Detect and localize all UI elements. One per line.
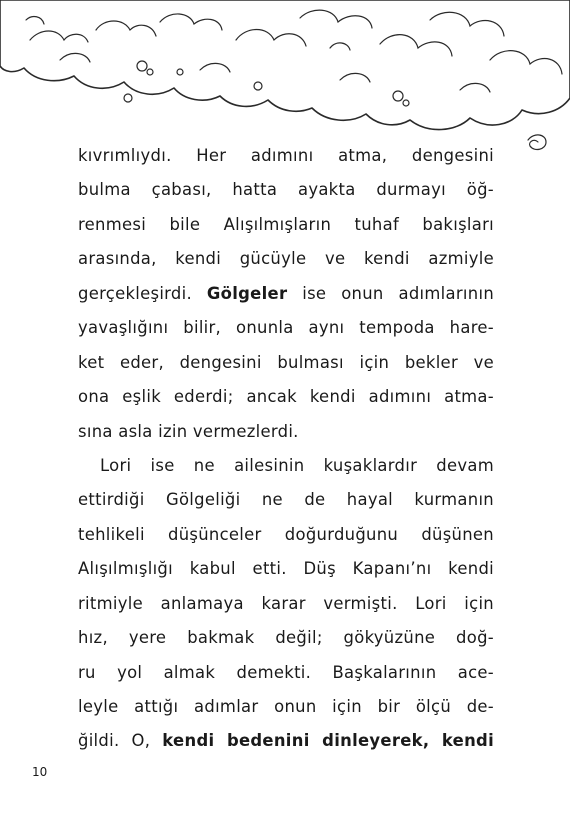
text-line: ona eşlik ederdi; ancak kendi adımını atma- — [78, 387, 494, 407]
text-line: bulma çabası, hatta ayakta durmayı öğ- — [78, 180, 494, 200]
text-line: sına asla izin vermezlerdi. — [78, 421, 299, 441]
text-segment: ğildi. O, — [78, 731, 163, 751]
text-line: hız, yere bakmak değil; gökyüzüne doğ- — [78, 628, 494, 648]
body-text — [78, 139, 494, 759]
text-line: ket eder, dengesini bulması için bekler ve — [78, 352, 494, 372]
text-line: ru yol almak demekti. Başkalarının ace- — [78, 662, 494, 682]
text-line: ritmiyle anlamaya karar vermişti. Lori için — [78, 593, 494, 613]
text-line: renmesi bile Alışılmışların tuhaf bakışları — [78, 214, 494, 234]
page-number: 10 — [32, 765, 48, 779]
text-line: kıvrımlıydı. Her adımını atma, dengesini — [78, 146, 494, 165]
text-segment: ise onun adımlarının — [287, 283, 495, 303]
text-line: yavaşlığını bilir, onunla aynı tempoda hare- — [78, 318, 494, 338]
text-line: Alışılmışlığı kabul etti. Düş Kapanı’nı kendi — [78, 559, 494, 579]
text-line: tehlikeli düşünceler doğurduğunu düşünen — [78, 524, 494, 544]
text-line: ettirdiği Gölgeliği ne de hayal kurmanın — [78, 490, 494, 510]
text-line: leyle attığı adımlar onun için bir ölçü de- — [78, 697, 494, 716]
text-segment: gerçekleşirdi. — [78, 283, 207, 303]
bold-phrase: kendi bedenini dinleyerek, kendi — [162, 731, 494, 751]
text-line — [78, 724, 494, 758]
cloud-border-illustration — [0, 0, 570, 160]
bold-term-golgeler: Gölgeler — [206, 283, 288, 303]
text-line — [78, 277, 494, 311]
text-line: arasında, kendi gücüyle ve kendi azmiyle — [78, 249, 494, 269]
paragraph-start-line: Lori ise ne ailesinin kuşaklardır devam — [100, 455, 494, 475]
